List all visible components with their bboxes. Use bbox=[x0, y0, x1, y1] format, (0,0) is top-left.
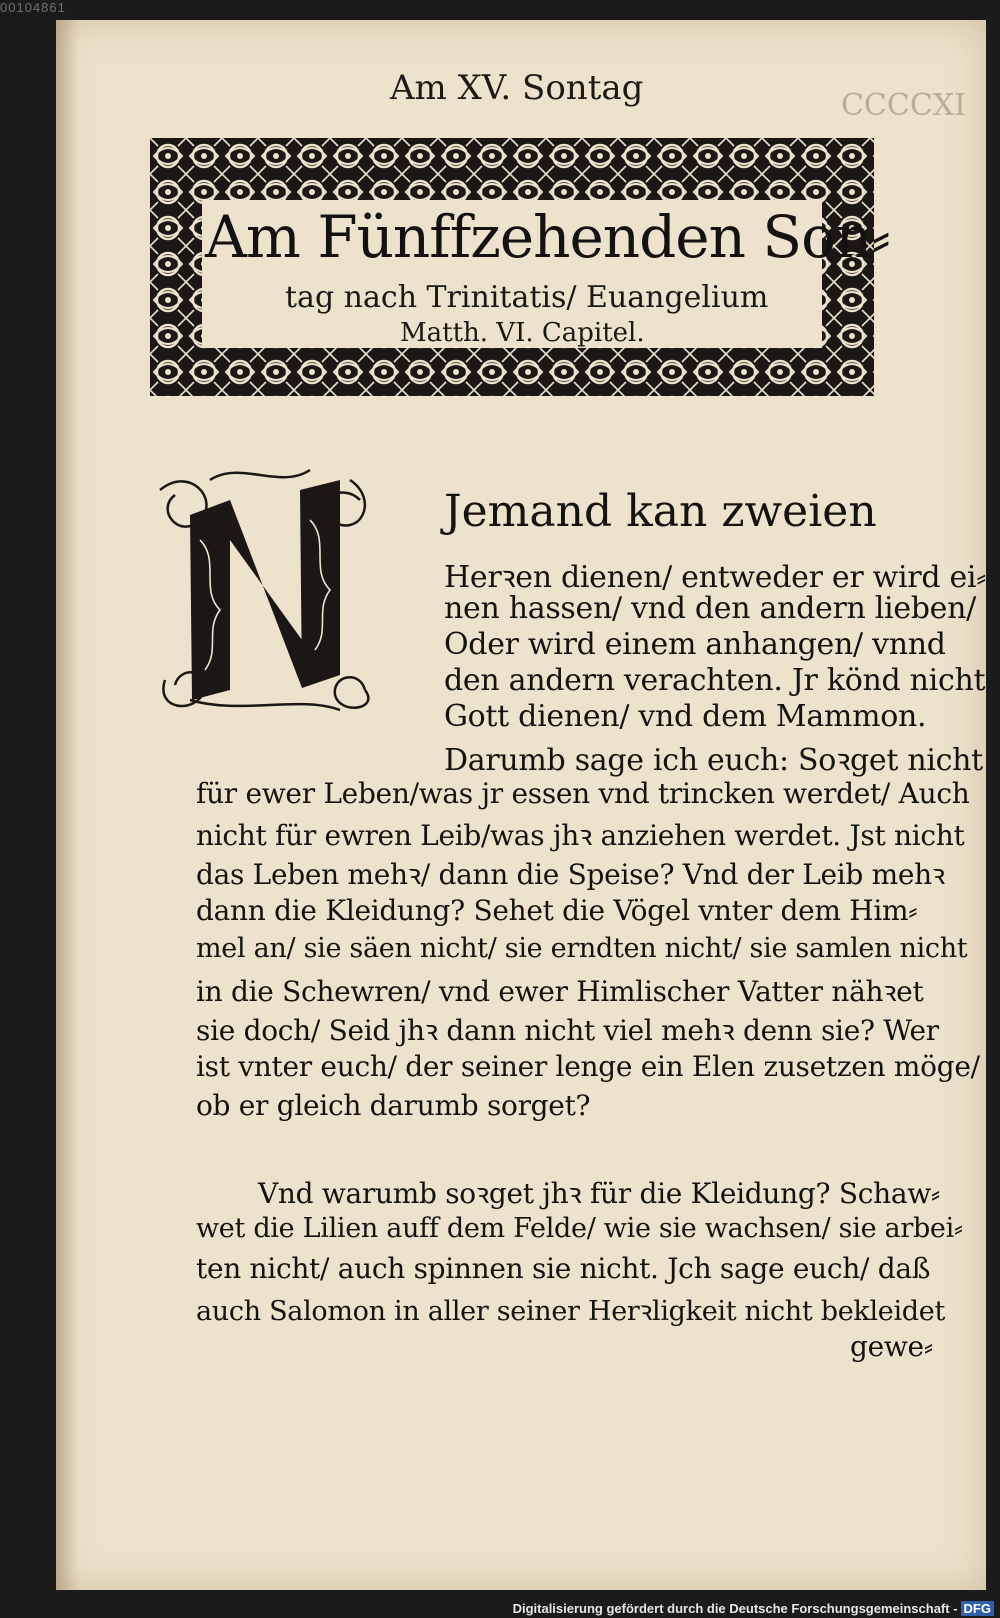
footer-text: Digitalisierung gefördert durch die Deutsche Forschungsgemeinschaft - bbox=[512, 1601, 958, 1616]
title-line-2: tag nach Trinitatis/ Euangelium bbox=[285, 280, 769, 315]
catchword: gewe⸗ bbox=[850, 1330, 933, 1363]
body-line: in die Schewren/ vnd ewer Himlischer Vatter nähꝛet bbox=[196, 975, 924, 1008]
body-line: ob er gleich darumb sorget? bbox=[196, 1089, 591, 1122]
body-line: Darumb sage ich euch: Soꝛget nicht bbox=[444, 743, 983, 778]
body-line: nen hassen/ vnd den andern lieben/ bbox=[444, 591, 976, 626]
body-line: sie doch/ Seid jhꝛ dann nicht viel mehꝛ denn sie? Wer bbox=[196, 1014, 939, 1047]
body-line: auch Salomon in aller seiner Herꝛligkeit nicht bekleidet bbox=[196, 1296, 946, 1327]
dfg-logo: DFG bbox=[961, 1601, 994, 1616]
body-line: dann die Kleidung? Sehet die Vögel vnter dem Him⸗ bbox=[196, 894, 918, 927]
body-line: Vnd warumb soꝛget jhꝛ für die Kleidung? Schaw⸗ bbox=[258, 1177, 940, 1210]
running-head: Am XV. Sontag bbox=[390, 68, 644, 108]
first-line: Jemand kan zweien bbox=[444, 486, 877, 537]
body-line: mel an/ sie säen nicht/ sie erndten nicht/ sie samlen nicht bbox=[196, 933, 968, 964]
folio-show-through: CCCCXI bbox=[840, 88, 966, 123]
title-line-1: Am Fünffzehenden Son⸗ bbox=[205, 203, 890, 271]
body-line: Oder wird einem anhangen/ vnnd bbox=[444, 627, 946, 662]
body-line: Herꝛen dienen/ entweder er wird ei⸗ bbox=[444, 560, 986, 595]
digitization-footer bbox=[513, 1601, 994, 1616]
scan-id: 00104861 bbox=[0, 0, 66, 15]
body-line: für ewer Leben/was jr essen vnd trincken werdet/ Auch bbox=[196, 777, 970, 810]
body-line: ten nicht/ auch spinnen sie nicht. Jch sage euch/ daß bbox=[196, 1252, 931, 1285]
body-line: den andern verachten. Jr könd nicht bbox=[444, 663, 986, 698]
body-line: das Leben mehꝛ/ dann die Speise? Vnd der Leib mehꝛ bbox=[196, 858, 945, 891]
decorated-initial-n bbox=[150, 460, 382, 716]
body-line: ist vnter euch/ der seiner lenge ein Elen zusetzen möge/ bbox=[196, 1050, 980, 1083]
body-line: Gott dienen/ vnd dem Mammon. bbox=[444, 699, 927, 734]
body-line: nicht für ewren Leib/was jhꝛ anziehen werdet. Jst nicht bbox=[196, 819, 965, 852]
body-line: wet die Lilien auff dem Felde/ wie sie wachsen/ sie arbei⸗ bbox=[196, 1213, 963, 1244]
title-line-3: Matth. VI. Capitel. bbox=[400, 318, 645, 348]
